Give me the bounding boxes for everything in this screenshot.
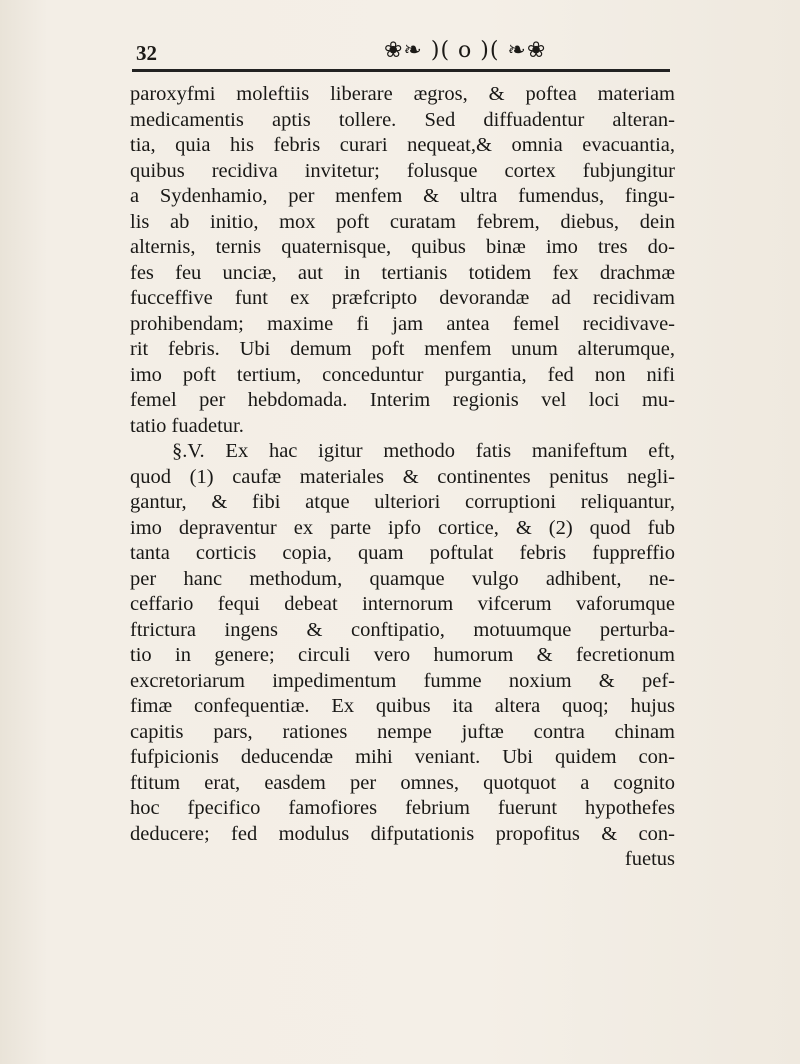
text-line: fes feu unciæ, aut in tertianis totidem fex drachmæ <box>130 261 675 284</box>
page-header <box>132 38 670 78</box>
text-line: tanta corticis copia, quam poftulat febris fuppreffio <box>130 542 675 564</box>
header-rule <box>132 69 670 72</box>
page-number: 32 <box>136 41 157 65</box>
text-line: tio in genere; circuli vero humorum & fecretionum <box>130 644 675 666</box>
text-line: excretoriarum impedimentum fumme noxium & pef- <box>130 669 675 692</box>
text-line: quibus recidiva invitetur; folusque cortex fubjungitur <box>130 159 675 182</box>
text-line: tatio fuadetur. <box>130 414 244 437</box>
header-ornament: ❀❧ )( o )( ❧❀ <box>384 38 547 63</box>
text-line: quod (1) caufæ materiales & continentes penitus negli- <box>130 465 675 488</box>
text-line: medicamentis aptis tollere. Sed diffuadentur alteran- <box>130 108 675 131</box>
text-line: fufpicionis deducendæ mihi veniant. Ubi quidem con- <box>130 746 675 768</box>
text-line: alternis, ternis quaternisque, quibus binæ imo tres do- <box>130 236 675 258</box>
text-line: a Sydenhamio, per menfem & ultra fumendus, fingu- <box>130 185 675 207</box>
text-line: gantur, & fibi atque ulteriori corruptioni reliquantur, <box>130 491 675 513</box>
text-line: femel per hebdomada. Interim regionis vel loci mu- <box>130 389 675 411</box>
text-line: paroxyfmi moleftiis liberare ægros, & poftea materiam <box>130 83 675 105</box>
text-line: ceffario fequi debeat internorum vifcerum vaforumque <box>130 593 675 615</box>
text-line: per hanc methodum, quamque vulgo adhibent, ne- <box>130 567 675 590</box>
text-line: ftitum erat, easdem per omnes, quotquot a cognito <box>130 771 675 794</box>
text-line: fucceffive funt ex præfcripto devorandæ ad recidivam <box>130 287 675 309</box>
catchword: fuetus <box>624 848 675 870</box>
text-line: lis ab initio, mox poft curatam febrem, diebus, dein <box>130 210 675 233</box>
text-line: hoc fpecifico famofiores febrium fuerunt hypothefes <box>130 797 675 819</box>
text-line: ftrictura ingens & conftipatio, motuumque perturba- <box>130 618 675 641</box>
text-line: rit febris. Ubi demum poft menfem unum alterumque, <box>130 338 675 360</box>
text-line: fimæ confequentiæ. Ex quibus ita altera quoq; hujus <box>130 695 675 717</box>
text-line: deducere; fed modulus difputationis propofitus & con- <box>130 822 675 845</box>
section-heading-line: §.V. Ex hac igitur methodo fatis manifeftum eft, <box>172 440 675 462</box>
text-line: tia, quia his febris curari nequeat,& omnia evacuantia, <box>130 134 675 156</box>
text-line: capitis pars, rationes nempe juftæ contra chinam <box>130 720 675 743</box>
body-text <box>130 82 675 873</box>
text-line: imo depraventur ex parte ipfo cortice, & (2) quod fub <box>130 516 675 539</box>
text-line: imo poft tertium, conceduntur purgantia, fed non nifi <box>130 363 675 386</box>
text-line: prohibendam; maxime fi jam antea femel recidivave- <box>130 312 675 335</box>
